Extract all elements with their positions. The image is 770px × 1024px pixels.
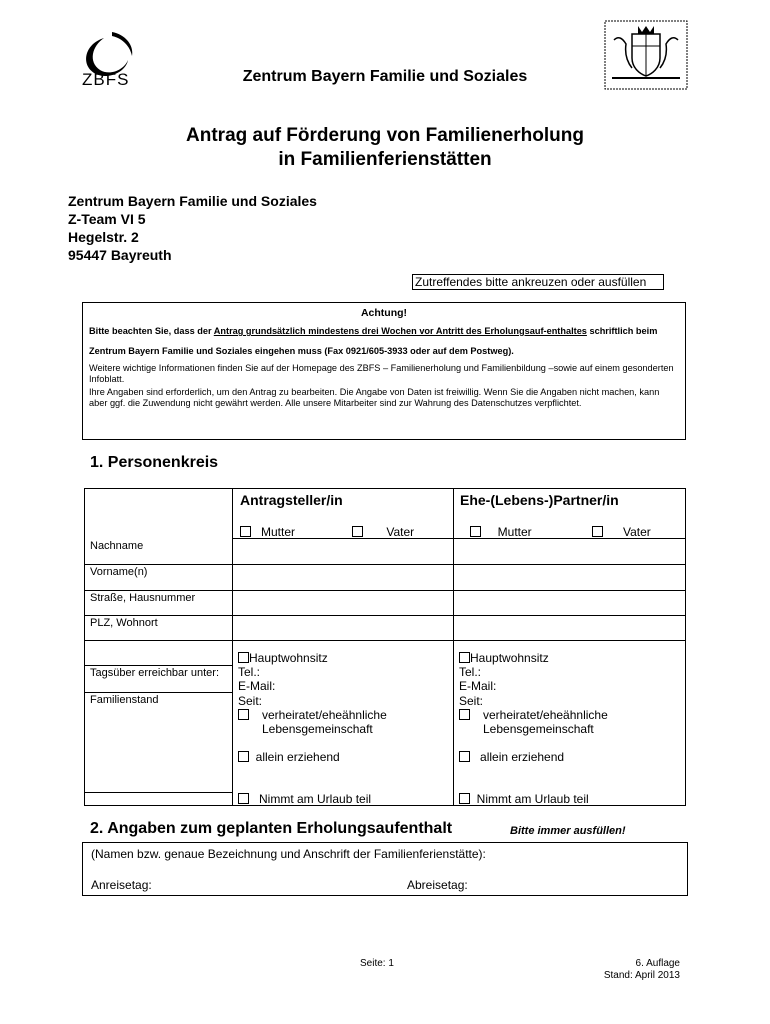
address-line: 95447 Bayreuth — [68, 247, 172, 263]
stay-details-box — [82, 842, 688, 896]
address-line: Hegelstr. 2 — [68, 229, 139, 245]
label-city: PLZ, Wohnort — [90, 617, 158, 629]
facility-label: (Namen bzw. genaue Bezeichnung und Anschrift der Familienferienstätte): — [91, 847, 486, 861]
applicant-email-label: E-Mail: — [238, 679, 276, 693]
address-line: Zentrum Bayern Familie und Soziales — [68, 193, 317, 209]
fill-hint: Zutreffendes bitte ankreuzen oder ausfüllen — [412, 274, 664, 290]
bavarian-coat-of-arms-icon — [604, 20, 688, 90]
checkbox[interactable] — [238, 709, 249, 720]
section-1-heading: 1. Personenkreis — [90, 454, 219, 471]
label-firstname: Vorname(n) — [90, 566, 148, 578]
checkbox[interactable] — [459, 751, 470, 762]
personenkreis-table — [84, 488, 686, 806]
notice-box — [82, 302, 686, 440]
checkbox[interactable] — [592, 526, 603, 537]
applicant-phone-label: Tel.: — [238, 665, 261, 679]
col-applicant: Antragsteller/in — [240, 492, 343, 508]
applicant-main-residence[interactable]: Hauptwohnsitz — [238, 651, 328, 665]
checkbox[interactable] — [238, 793, 249, 804]
partner-since-label: Seit: — [459, 694, 484, 708]
partner-father-option[interactable]: Vater — [592, 525, 651, 539]
notice-info: Weitere wichtige Informationen finden Sie auf der Homepage des ZBFS – Familienerholung und Familienbildung –sowie auf einem gesonderten Infoblatt. — [89, 363, 674, 384]
partner-married-option[interactable]: verheiratet/eheähnliche Lebensgemeinschaft — [459, 708, 679, 736]
applicant-married-option[interactable]: verheiratet/eheähnliche Lebensgemeinschaft — [238, 708, 448, 736]
section-2-heading: 2. Angaben zum geplanten Erholungsaufenthalt — [90, 820, 453, 837]
checkbox[interactable] — [470, 526, 481, 537]
org-title: Zentrum Bayern Familie und Soziales — [242, 68, 528, 85]
partner-main-residence[interactable]: Hauptwohnsitz — [459, 651, 549, 665]
partner-mother-option[interactable]: Mutter — [470, 525, 532, 539]
label-reachable: Tagsüber erreichbar unter: — [90, 667, 220, 679]
logo-text: ZBFS — [82, 70, 130, 89]
label-street: Straße, Hausnummer — [90, 592, 196, 604]
applicant-father-option[interactable]: Vater — [352, 525, 414, 539]
title-line-1: Antrag auf Förderung von Familienerholung — [186, 125, 584, 146]
col-partner: Ehe-(Lebens-)Partner/in — [460, 492, 619, 508]
address-line: Z-Team VI 5 — [68, 211, 146, 227]
label-lastname: Nachname — [90, 540, 144, 552]
edition: 6. Auflage — [635, 958, 680, 969]
partner-email-label: E-Mail: — [459, 679, 497, 693]
form-title — [0, 124, 770, 172]
partner-single-parent-option[interactable]: allein erziehend — [459, 750, 564, 764]
arrival-label: Anreisetag: — [91, 878, 152, 892]
edition-info — [560, 958, 680, 982]
departure-label: Abreisetag: — [407, 878, 468, 892]
title-line-2: in Familienferienstätten — [278, 149, 492, 170]
notice-privacy: Ihre Angaben sind erforderlich, um den Antrag zu bearbeiten. Die Angabe von Daten ist freiwillig. Wenn Sie die Angaben nicht machen, kann aber ggf. die Zuwendung nicht gewährt werden. Alle unsere Mitarbeiter sind zur Wahrung des Datenschutzes verpflichtet. — [89, 387, 660, 408]
label-marital-status: Familienstand — [90, 694, 159, 706]
checkbox[interactable] — [459, 652, 470, 663]
checkbox[interactable] — [459, 709, 470, 720]
section-2-note: Bitte immer ausfüllen! — [510, 825, 626, 837]
notice-title: Achtung! — [360, 307, 408, 319]
edition-date: Stand: April 2013 — [603, 970, 680, 981]
applicant-since-label: Seit: — [238, 694, 263, 708]
checkbox[interactable] — [240, 526, 251, 537]
partner-vacation-option[interactable]: Nimmt am Urlaub teil — [459, 792, 589, 806]
checkbox[interactable] — [238, 751, 249, 762]
applicant-vacation-option[interactable]: Nimmt am Urlaub teil — [238, 792, 371, 806]
applicant-mother-option[interactable]: Mutter — [240, 525, 295, 539]
notice-deadline: Bitte beachten Sie, dass der Antrag grundsätzlich mindestens drei Wochen vor Antritt des Erholungsauf-enthaltes schriftlich beim Zentrum Bayern Familie und Soziales eingehen muss (Fax 0921/605-3933 oder auf dem Postweg). — [89, 326, 658, 356]
partner-phone-label: Tel.: — [459, 665, 482, 679]
recipient-address — [68, 192, 317, 264]
checkbox[interactable] — [459, 793, 470, 804]
checkbox[interactable] — [238, 652, 249, 663]
checkbox[interactable] — [352, 526, 363, 537]
applicant-single-parent-option[interactable]: allein erziehend — [238, 750, 340, 764]
page-number: Seite: 1 — [360, 958, 394, 969]
